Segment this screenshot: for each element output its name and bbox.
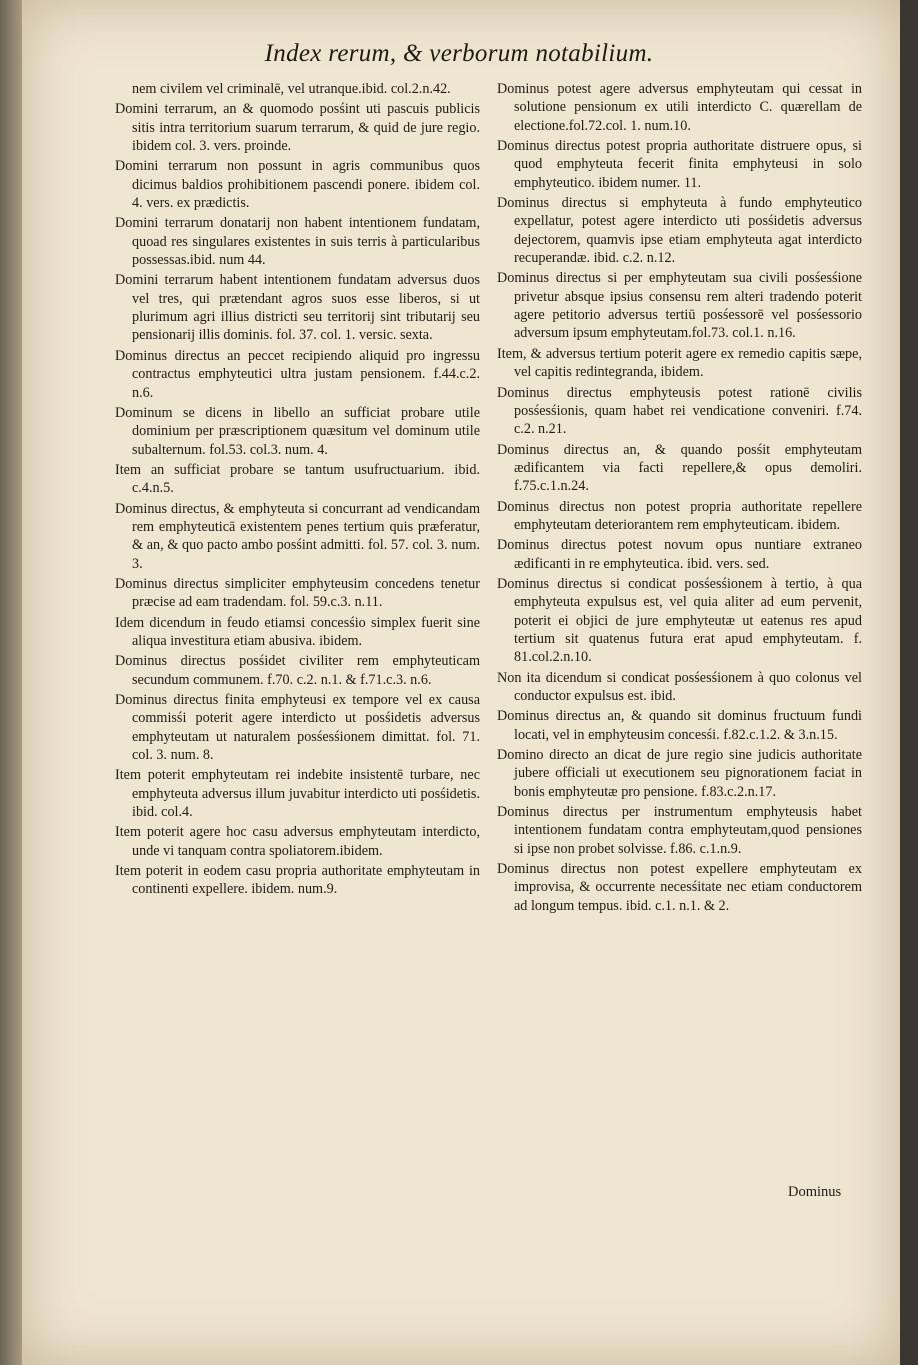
index-entry: Dominus directus potest propria authoritate distruere opus, si quod emphyteuta fecerit finita emphyteusi in solo emphyteutico. ibidem numer. 11.: [497, 138, 862, 191]
book-gutter: [0, 0, 22, 1365]
index-entry: Domini terrarum donatarij non habent intentionem fundatam, quoad res singulares existentes in suis terris à particularibus possessas.ibid. num 44.: [115, 215, 480, 269]
index-entry: Dominus directus an, & quando posśit emphyteutam ædificantem via facti repellere,& opus demoliri. f.75.c.1.n.24.: [497, 441, 862, 495]
index-entry: Idem dicendum in feudo etiamsi concesśio simplex fuerit sine aliqua investitura etiam abusiva. ibidem.: [115, 614, 480, 649]
index-entry: Item poterit emphyteutam rei indebite insistentē turbare, nec emphyteuta adversus illum juvabitur interdicto uti posśidetis. ibid. col.4.: [115, 767, 480, 821]
index-entry: Item poterit agere hoc casu adversus emphyteutam interdicto, unde vi tanquam contra spoliatorem.ibidem.: [115, 824, 480, 859]
index-entry: Dominus directus per instrumentum emphyteusis habet intentionem fundatam contra emphyteutam,quod pensiones si ipse non probet solvisse. f.86. c.1.n.9.: [497, 804, 862, 857]
index-entry: Item poterit in eodem casu propria authoritate emphyteutam in continenti expellere. ibidem. num.9.: [115, 863, 480, 898]
index-entry: Dominus directus potest novum opus nuntiare extraneo ædificanti in re emphyteutica. ibid. vers. sed.: [497, 537, 862, 572]
page-edge: [900, 0, 918, 1365]
index-entry: Dominus directus an peccet recipiendo aliquid pro ingressu contractus emphyteutici ultra justam pensionem. f.44.c.2. n.6.: [115, 347, 480, 401]
index-entry: Dominus directus si condicat posśesśionem à tertio, à qua emphyteuta expulsus est, vel quia aliter ad eum pervenit, poterit ei objici de jure emphyteutæ ut eatenus res apud tertium sit quatenus futura erat apud emphyteutam. f. 81.col.2.n.10.: [497, 575, 862, 666]
index-entry: Dominus directus si emphyteuta à fundo emphyteutico expellatur, potest agere interdicto uti posśidetis adversus dejectorem, quamvis ipse etiam emphyteuta agat interdicto recuperandæ. ibid. c.2. n.12.: [497, 195, 862, 267]
index-entry: Dominus directus si per emphyteutam sua civili posśesśione privetur absque ipsius consensu rem alteri tradendo poterit agere petitorio adversus tertiū posśessorē vel posśessorio adversum ipsum emphyteutam.fol.73. col.1. n.16.: [497, 270, 862, 342]
page-header: Index rerum, & verborum notabilium.: [264, 40, 654, 67]
index-entry: Dominus directus finita emphyteusi ex tempore vel ex causa commisśi poterit agere interdicto ut posśidetis adversus emphyteutam ut naturalem posśesśionem dimittat. fol. 71. col. 3. num. 8.: [115, 692, 480, 764]
index-entry: Domini terrarum habent intentionem fundatam adversus duos vel tres, qui prætendant agros suos esse liberos, si ut plurimum agri illius districti seu territorij sint tributarij seu pensionarij illis dominis. fol. 37. col. 1. versic. sexta.: [115, 272, 480, 344]
right-column: [497, 80, 862, 917]
index-entry: Dominus directus non potest expellere emphyteutam ex improvisa, & occurrente necesśitate nec etiam conductorem ad longum tempus. ibid. c.1. n.1. & 2.: [497, 861, 862, 914]
index-entry: Dominus directus, & emphyteuta si concurrant ad vendicandam rem emphyteuticā existentem penes tertium quis præferatur, & an, & quo pacto ambo posśint admitti. fol. 57. col. 3. num. 3.: [115, 500, 480, 572]
index-entry: Dominus directus posśidet civiliter rem emphyteuticam secundum communem. f.70. c.2. n.1. & f.71.c.3. n.6.: [115, 653, 480, 688]
index-entry: Domino directo an dicat de jure regio sine judicis authoritate jubere officiali ut executionem seu pignorationem faciat in bonis emphyteutæ pro pensione. f.83.c.2.n.17.: [497, 747, 862, 800]
index-entry: Domini terrarum non possunt in agris communibus quos dicimus baldios prohibitionem pascendi ponere. ibidem col. 4. vers. ex prædictis.: [115, 158, 480, 212]
index-entry: Dominus directus emphyteusis potest rationē civilis posśesśionis, quam habet rei vendicatione conveniri. f.74. c.2. n.21.: [497, 384, 862, 438]
catchword: Dominus: [788, 1184, 842, 1200]
index-entry: nem civilem vel criminalē, vel utranque.ibid. col.2.n.42.: [132, 81, 451, 97]
index-entry: Dominus directus simpliciter emphyteusim concedens tenetur præcise ad eam tradendam. fol. 59.c.3. n.11.: [115, 575, 480, 611]
left-column: [115, 80, 480, 901]
index-entry: Dominum se dicens in libello an sufficiat probare utile dominium per præscriptionem quæsitum vel dominum utile subalternum. fol.53. col.3. num. 4.: [115, 404, 480, 458]
index-entry: Item an sufficiat probare se tantum usufructuarium. ibid. c.4.n.5.: [115, 461, 480, 497]
index-entry: Domini terrarum, an & quomodo posśint uti pascuis publicis sitis intra territorium suarum terrarum, & quid de jure regio. ibidem col. 3. vers. proinde.: [115, 101, 480, 155]
index-entry: Dominus directus non potest propria authoritate repellere emphyteutam deteriorantem rem emphyteuticam. ibidem.: [497, 498, 862, 533]
index-entry: Dominus potest agere adversus emphyteutam qui cessat in solutione pensionum ex utili interdicto C. quærellam de electione.fol.72.col. 1. num.10.: [497, 81, 862, 134]
index-entry: Item, & adversus tertium poterit agere ex remedio capitis sæpe, vel capitis redintegranda, ibidem.: [497, 345, 862, 381]
index-entry: Dominus directus an, & quando sit dominus fructuum fundi locati, vel in emphyteusim concesśi. f.82.c.1.2. & 3.n.15.: [497, 708, 862, 743]
index-entry: Non ita dicendum si condicat posśesśionem à quo colonus vel conductor expulsus est. ibid.: [497, 669, 862, 704]
